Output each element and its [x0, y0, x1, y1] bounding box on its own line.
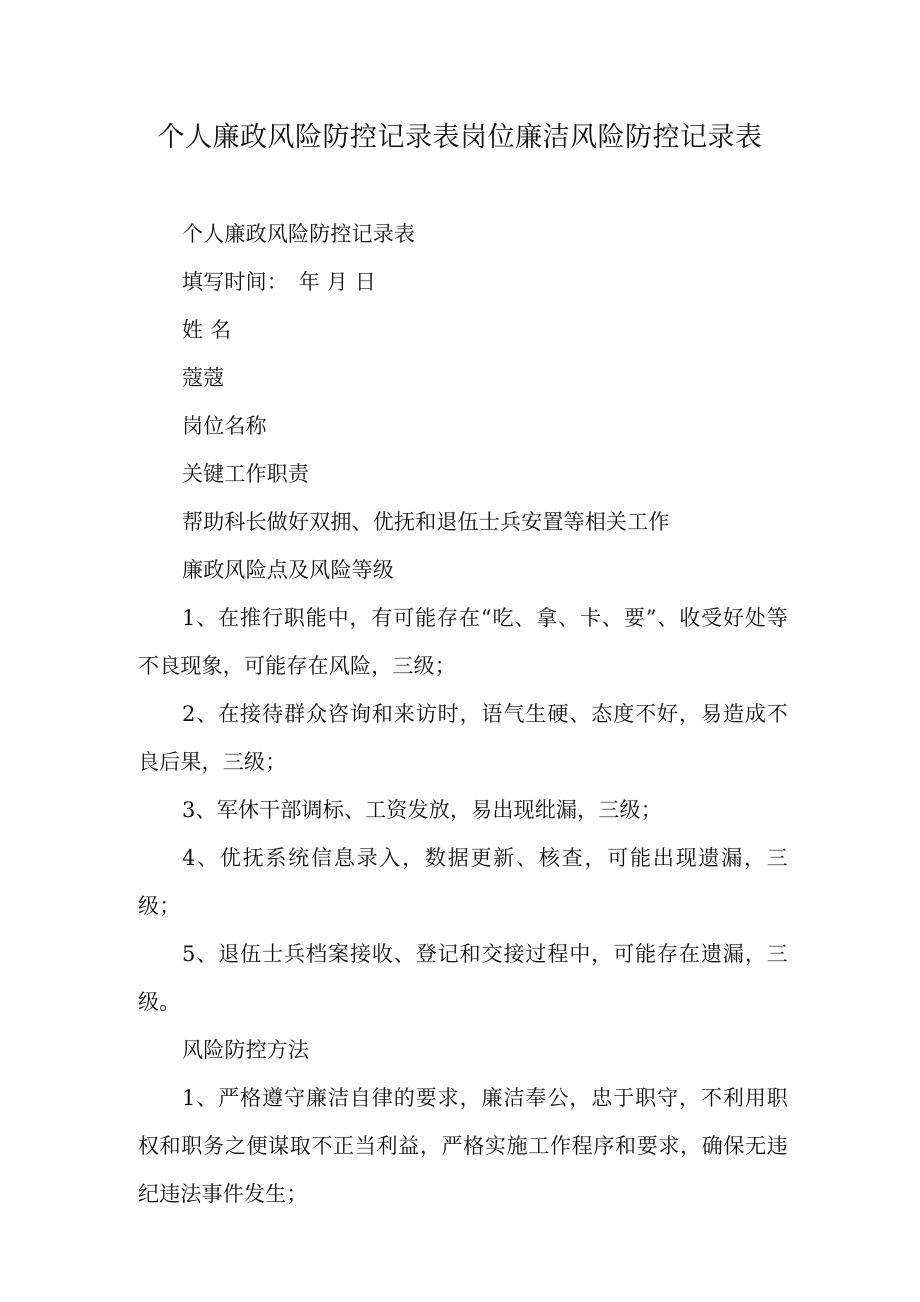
- document-title: 个人廉政风险防控记录表岗位廉洁风险防控记录表: [157, 122, 763, 153]
- name-label: 姓 名: [182, 318, 232, 342]
- position-label: 岗位名称: [182, 414, 267, 438]
- risk-point-item: 3、军休干部调标、工资发放，易出现纰漏，三级；: [182, 798, 662, 822]
- risk-point-item: 1、在推行职能中，有可能存在“吃、拿、卡、要”、收受好处等不良现象，可能存在风险，三级；: [138, 606, 788, 678]
- risk-point-item: 4、优抚系统信息录入，数据更新、核查，可能出现遗漏，三级；: [138, 846, 788, 918]
- control-method-item: 1、严格遵守廉洁自律的要求，廉洁奉公，忠于职守，不利用职权和职务之便谋取不正当利益，严格实施工作程序和要求，确保无违纪违法事件发生；: [138, 1086, 788, 1206]
- duties-value: 帮助科长做好双拥、优抚和退伍士兵安置等相关工作: [182, 510, 670, 534]
- risk-point-item: 2、在接待群众咨询和来访时，语气生硬、态度不好，易造成不良后果，三级；: [138, 702, 788, 774]
- risk-point-item: 5、退伍士兵档案接收、登记和交接过程中，可能存在遗漏，三级。: [138, 942, 788, 1014]
- duties-label: 关键工作职责: [182, 462, 310, 486]
- section-heading: 个人廉政风险防控记录表: [182, 222, 416, 246]
- risk-points-label: 廉政风险点及风险等级: [182, 558, 394, 582]
- fill-date-line: 填写时间： 年 月 日: [182, 270, 377, 294]
- name-value: 蔻蔻: [182, 366, 225, 390]
- document-body: [138, 210, 788, 1218]
- control-methods-label: 风险防控方法: [182, 1038, 310, 1062]
